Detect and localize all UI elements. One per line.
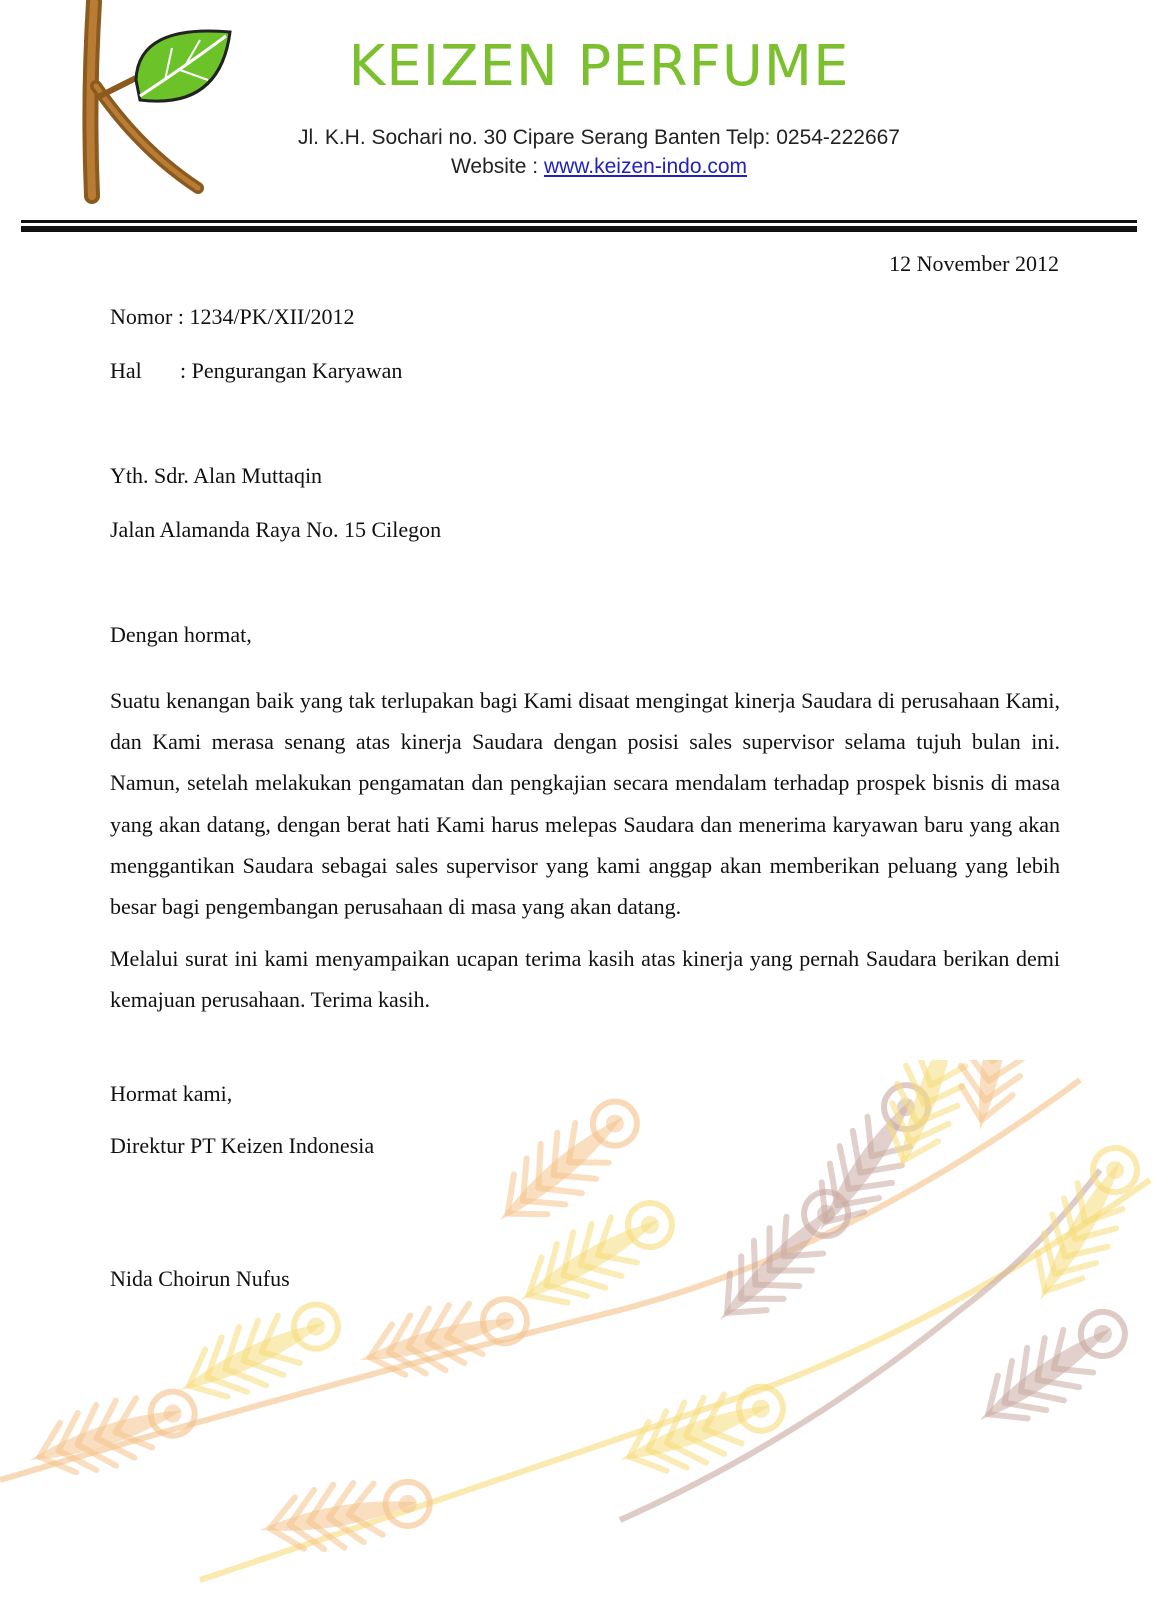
header-divider-thick (21, 226, 1137, 232)
closing: Hormat kami, (110, 1081, 233, 1106)
feather-stem-3 (620, 1170, 1100, 1520)
website-label: Website : (450, 155, 544, 178)
subject-label: Hal (110, 358, 142, 383)
recipient-address: Jalan Alamanda Raya No. 15 Cilegon (110, 517, 442, 542)
salutation: Dengan hormat, (110, 622, 252, 647)
subject-value: : Pengurangan Karyawan (180, 358, 403, 383)
signer-name: Nida Choirun Nufus (110, 1266, 290, 1291)
company-name: KEIZEN PERFUME (348, 34, 850, 99)
recipient-name: Yth. Sdr. Alan Muttaqin (110, 463, 323, 488)
website-link[interactable]: www.keizen-indo.com (543, 155, 748, 178)
body-paragraph-1: Suatu kenangan baik yang tak terlupakan bagi Kami disaat mengingat kinerja Saudara di perusahaan Kami, dan Kami merasa senang atas kinerja Saudara dengan posisi sales supervisor selama tujuh bulan ini. Namun, setelah melakukan pengamatan dan pengkajian secara mendalam terhadap prospek bisnis di masa yang akan datang, dengan berat hati Kami harus melepas Saudara dan menerima karyawan baru yang akan menggantikan Saudara sebagai sales supervisor yang kami anggap akan memberikan peluang yang lebih besar bagi pengembangan perusahaan di masa yang akan datang. (110, 688, 1060, 920)
company-address: Jl. K.H. Sochari no. 30 Cipare Serang Banten Telp: 0254-222667 (297, 126, 900, 149)
body-paragraph-2: Melalui surat ini kami menyampaikan ucapan terima kasih atas kinerja yang pernah Saudara berikan demi kemajuan perusahaan. Terima kasih. (110, 946, 1060, 1013)
letter-date: 12 November 2012 (889, 251, 1059, 276)
website-line (0, 155, 1168, 179)
reference-number: Nomor : 1234/PK/XII/2012 (110, 304, 355, 329)
header-divider-thin (21, 220, 1137, 223)
signer-title: Direktur PT Keizen Indonesia (110, 1133, 375, 1158)
